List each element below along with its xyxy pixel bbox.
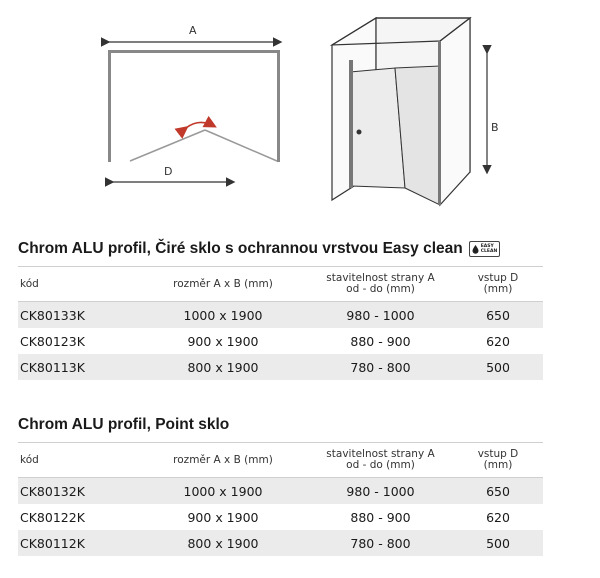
perspective-view [332, 18, 499, 205]
cell-adjustability: 880 - 900 [350, 509, 411, 525]
swing-arrow-icon [186, 122, 214, 128]
cell-adjustability: 880 - 900 [350, 333, 411, 349]
cell-entry: 620 [486, 509, 510, 525]
header-code: kód [18, 267, 138, 302]
cell-entry: 500 [453, 354, 543, 380]
section-title [18, 414, 543, 436]
cell-adjustability: 980 - 1000 [308, 478, 453, 505]
cell-code: CK80132K [18, 478, 138, 505]
cell-code: CK80123K [20, 333, 85, 349]
product-table [18, 266, 543, 380]
cell-dimension: 1000 x 1900 [138, 478, 308, 505]
left-wall [108, 50, 111, 162]
cell-entry: 650 [453, 302, 543, 329]
cell-entry: 650 [453, 478, 543, 505]
cell-dimension: 900 x 1900 [187, 509, 259, 525]
header-entry: vstup D (mm) [453, 267, 543, 302]
cell-dimension: 800 x 1900 [138, 354, 308, 380]
plan-view [108, 24, 280, 182]
cell-entry: 500 [453, 530, 543, 556]
door-leaf-left [130, 130, 205, 161]
cell-code: CK80133K [18, 302, 138, 329]
cell-dimension: 1000 x 1900 [138, 302, 308, 329]
dimension-d-label: D [164, 165, 173, 178]
table-header-row [18, 267, 543, 302]
header-dimension: rozměr A x B (mm) [138, 267, 308, 302]
section-title-text: Chrom ALU profil, Point sklo [18, 416, 230, 433]
cell-code: CK80122K [20, 509, 85, 525]
table-row [18, 354, 543, 380]
table-row [18, 302, 543, 329]
section-point-glass [18, 414, 543, 556]
table-row [18, 504, 543, 530]
cell-adjustability: 780 - 800 [308, 530, 453, 556]
section-title-text: Chrom ALU profil, Čiré sklo s ochrannou vrstvou Easy clean [18, 240, 463, 257]
easy-clean-badge [469, 241, 501, 257]
section-title [18, 238, 543, 260]
cell-dimension: 900 x 1900 [187, 333, 259, 349]
cell-code: CK80112K [18, 530, 138, 556]
header-adjustability: stavitelnost strany A od - do (mm) [308, 267, 453, 302]
header-adjustability: stavitelnost strany A od - do (mm) [308, 443, 453, 478]
door-handle-icon [357, 130, 362, 135]
section-easy-clean [18, 238, 543, 380]
cell-adjustability: 980 - 1000 [308, 302, 453, 329]
header-dimension: rozměr A x B (mm) [138, 443, 308, 478]
table-header-row [18, 443, 543, 478]
cell-code: CK80113K [18, 354, 138, 380]
cell-adjustability: 780 - 800 [308, 354, 453, 380]
dimension-a-label: A [189, 24, 197, 37]
back-wall [108, 50, 280, 53]
table-row [18, 530, 543, 556]
cell-entry: 620 [486, 333, 510, 349]
shower-diagram [0, 0, 600, 230]
product-table [18, 442, 543, 556]
table-row [18, 478, 543, 505]
right-wall [277, 50, 280, 162]
table-row [18, 328, 543, 354]
header-entry: vstup D (mm) [453, 443, 543, 478]
header-code: kód [18, 443, 138, 478]
easy-clean-badge-text: EASY CLEAN [480, 244, 498, 254]
water-drop-icon [472, 245, 479, 254]
door-leaf-right [205, 130, 277, 161]
cell-dimension: 800 x 1900 [138, 530, 308, 556]
dimension-b-label: B [491, 121, 499, 134]
